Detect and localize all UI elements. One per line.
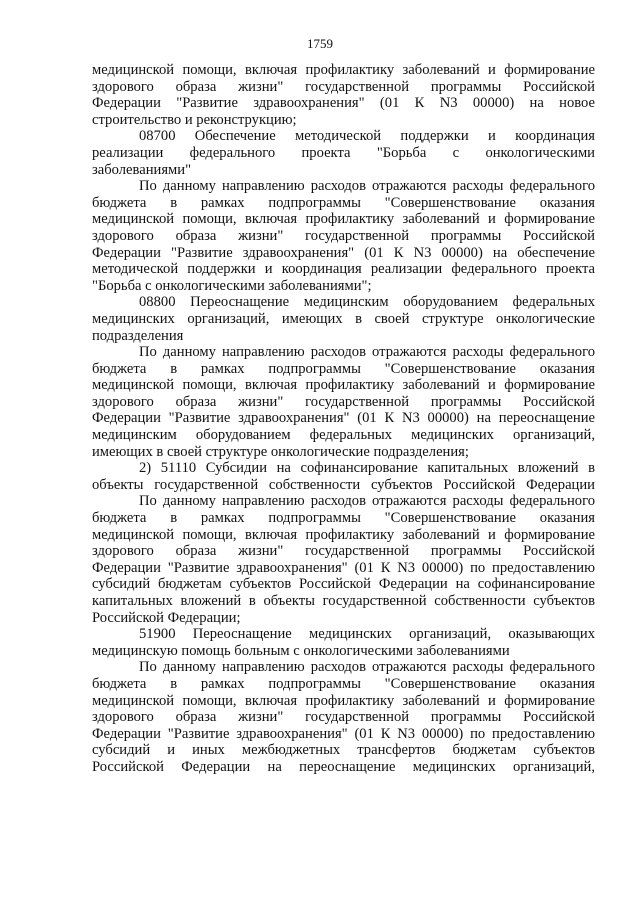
text-line: По данному направлению расходов отражаются расходы федерального: [139, 344, 595, 361]
text-line: 08700 Обеспечение методической поддержки и координация: [139, 128, 595, 145]
text-line: имеющих в своей структуре онкологические подразделения;: [92, 443, 469, 460]
text-line: подразделения: [92, 327, 184, 344]
text-line: 2) 51110 Субсидии на софинансирование капитальных вложений в: [139, 460, 595, 477]
text-line: бюджета в рамках подпрограммы "Совершенствование оказания: [92, 675, 595, 692]
text-line: объекты государственной собственности субъектов Российской Федерации: [92, 476, 595, 493]
text-line: бюджета в рамках подпрограммы "Совершенствование оказания: [92, 194, 595, 211]
text-line: здорового образа жизни" государственной программы Российской: [92, 78, 595, 95]
text-line: 51900 Переоснащение медицинских организаций, оказывающих: [139, 626, 595, 643]
text-line: медицинской помощи, включая профилактику заболеваний и формирование: [92, 211, 595, 228]
text-line: Российской Федерации;: [92, 609, 241, 626]
text-line: Федерации "Развитие здравоохранения" (01 К N3 00000) на переоснащение: [92, 410, 595, 427]
text-line: Федерации "Развитие здравоохранения" (01 К N3 00000) на обеспечение: [92, 244, 595, 261]
text-line: По данному направлению расходов отражаются расходы федерального: [139, 178, 595, 195]
page-number: 1759: [307, 36, 333, 51]
text-line: медицинской помощи, включая профилактику заболеваний и формирование: [92, 526, 595, 543]
text-line: медицинским оборудованием федеральных медицинских организаций,: [92, 427, 595, 444]
text-line: здорового образа жизни" государственной программы Российской: [92, 393, 595, 410]
text-line: По данному направлению расходов отражаются расходы федерального: [139, 659, 595, 676]
text-line: медицинской помощи, включая профилактику заболеваний и формирование: [92, 692, 595, 709]
text-line: Федерации "Развитие здравоохранения" (01 К N3 00000) по предоставлению: [92, 559, 595, 576]
text-line: здорового образа жизни" государственной программы Российской: [92, 709, 595, 726]
text-line: здорового образа жизни" государственной программы Российской: [92, 227, 595, 244]
text-line: медицинской помощи, включая профилактику заболеваний и формирование: [92, 377, 595, 394]
text-line: По данному направлению расходов отражаются расходы федерального: [139, 493, 595, 510]
text-line: реализации федерального проекта "Борьба с онкологическими: [92, 144, 595, 161]
text-line: медицинских организаций, имеющих в своей структуре онкологические: [92, 310, 595, 327]
text-line: 08800 Переоснащение медицинским оборудованием федеральных: [139, 294, 595, 311]
document-body: [92, 62, 595, 776]
text-line: бюджета в рамках подпрограммы "Совершенствование оказания: [92, 360, 595, 377]
text-line: "Борьба с онкологическими заболеваниями";: [92, 277, 372, 294]
text-line: методической поддержки и координация реализации федерального проекта: [92, 261, 595, 278]
text-line: субсидий бюджетам субъектов Российской Федерации на софинансирование: [92, 576, 595, 593]
text-line: Федерации "Развитие здравоохранения" (01 К N3 00000) на новое: [92, 95, 595, 112]
text-line: субсидий и иных межбюджетных трансфертов бюджетам субъектов: [92, 742, 595, 759]
text-line: капитальных вложений в объекты государственной собственности субъектов: [92, 593, 595, 609]
text-line: строительство и реконструкцию;: [92, 111, 297, 128]
text-line: заболеваниями": [92, 161, 192, 178]
text-line: здорового образа жизни" государственной программы Российской: [92, 543, 595, 560]
text-line: медицинскую помощь больным с онкологическими заболеваниями: [92, 642, 510, 659]
text-line: Федерации "Развитие здравоохранения" (01 К N3 00000) по предоставлению: [92, 725, 595, 742]
text-line: Российской Федерации на переоснащение медицинских организаций,: [92, 758, 595, 775]
text-line: медицинской помощи, включая профилактику заболеваний и формирование: [92, 62, 595, 78]
text-line: бюджета в рамках подпрограммы "Совершенствование оказания: [92, 510, 595, 527]
